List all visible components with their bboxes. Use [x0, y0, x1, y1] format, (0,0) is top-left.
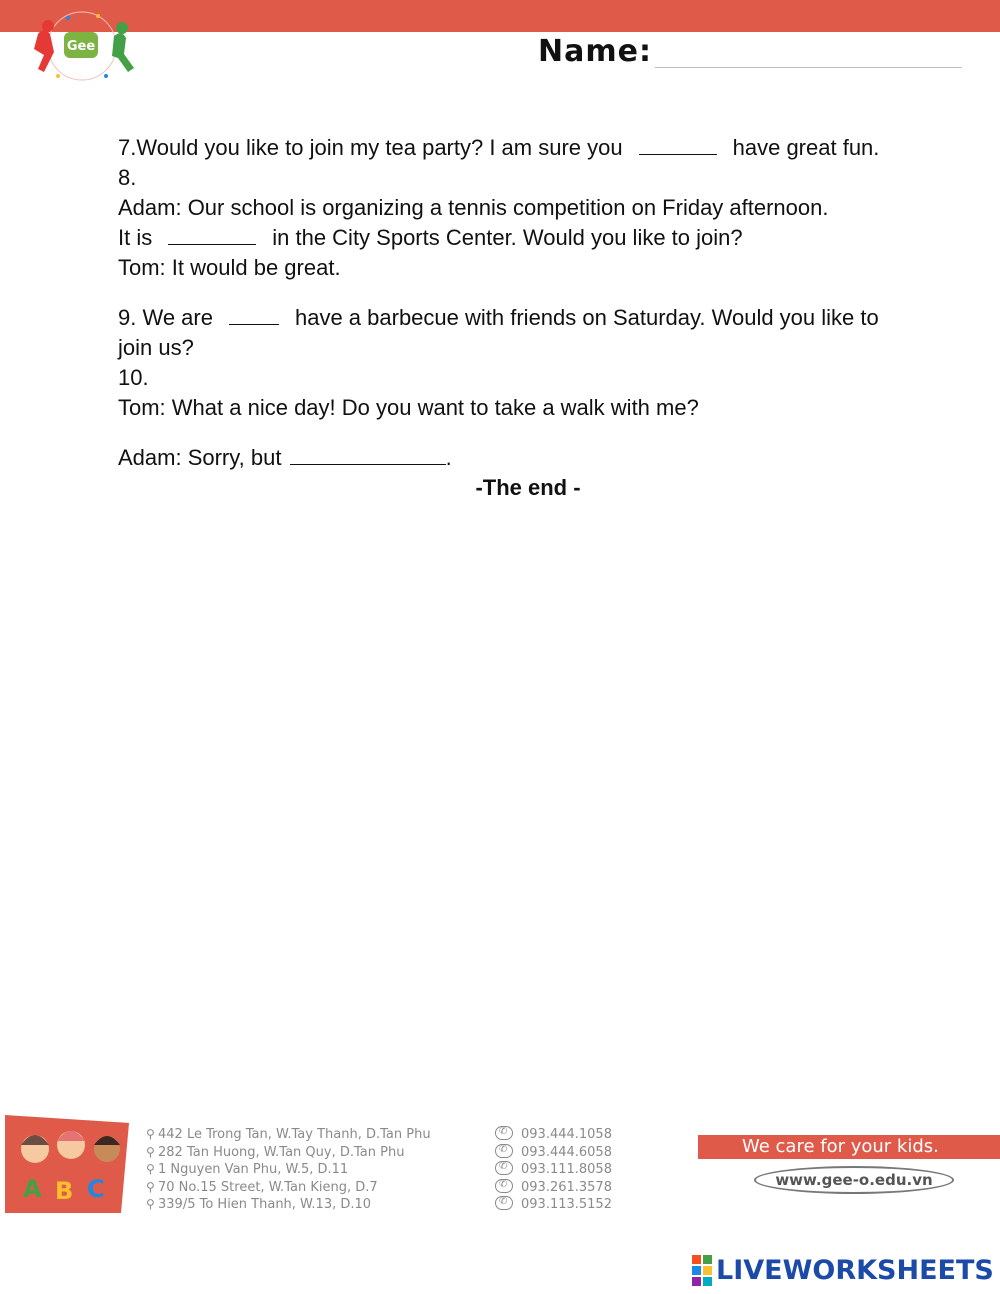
- phone-icon: [495, 1126, 513, 1140]
- name-label: Name:: [538, 34, 652, 69]
- liveworksheets-icon: [692, 1255, 712, 1285]
- address-item: ⚲ 442 Le Trong Tan, W.Tay Thanh, D.Tan Phu: [146, 1127, 431, 1142]
- svg-text:Gee: Gee: [66, 39, 96, 54]
- worksheet-content: [118, 133, 888, 503]
- phone-item: ✆093.444.1058: [495, 1126, 612, 1144]
- phone-item: ✆093.261.3578: [495, 1179, 612, 1197]
- question-8-number: 8.: [118, 165, 137, 190]
- top-banner: [0, 0, 1000, 32]
- location-pin-icon: ⚲: [146, 1127, 155, 1141]
- location-pin-icon: ⚲: [146, 1144, 155, 1159]
- liveworksheets-brand[interactable]: [692, 1253, 994, 1287]
- svg-text:C: C: [87, 1175, 105, 1203]
- phone-icon: [495, 1144, 513, 1158]
- phone-icon: [495, 1161, 513, 1175]
- question-7: 7.Would you like to join my tea party? I am sure you have great fun.: [118, 135, 880, 160]
- website-link[interactable]: www.gee-o.edu.vn: [754, 1166, 954, 1194]
- address-item: ⚲ 70 No.15 Street, W.Tan Kieng, D.7: [146, 1179, 378, 1195]
- blank-answer-8[interactable]: [168, 224, 256, 245]
- question-8-it-is-line: It is in the City Sports Center. Would you like to join?: [118, 225, 743, 250]
- question-8-tom-line: Tom: It would be great.: [118, 255, 341, 280]
- location-pin-icon: ⚲: [146, 1179, 155, 1194]
- gee-o-logo: [18, 6, 146, 84]
- svg-text:A: A: [23, 1175, 42, 1203]
- phone-item: ✆093.113.5152: [495, 1196, 612, 1214]
- name-input-line[interactable]: [655, 67, 962, 68]
- question-10-adam-line: Adam: Sorry, but .: [118, 445, 452, 470]
- blank-answer-7[interactable]: [639, 134, 717, 155]
- location-pin-icon: ⚲: [146, 1162, 155, 1177]
- phone-icon: [495, 1179, 513, 1193]
- phone-item: ✆093.444.6058: [495, 1144, 612, 1162]
- location-pin-icon: ⚲: [146, 1197, 155, 1212]
- address-item: ⚲ 339/5 To Hien Thanh, W.13, D.10: [146, 1197, 372, 1213]
- blank-answer-9[interactable]: [229, 304, 279, 325]
- the-end-text: -The end -: [475, 475, 581, 500]
- question-8-adam-line: Adam: Our school is organizing a tennis competition on Friday afternoon.: [118, 195, 829, 220]
- phone-icon: [495, 1196, 513, 1210]
- kids-abc-illustration: [5, 1115, 129, 1213]
- liveworksheets-wordmark: LIVEWORKSHEETS: [716, 1254, 994, 1286]
- address-item: ⚲ 1 Nguyen Van Phu, W.5, D.11: [146, 1162, 349, 1178]
- question-9: 9. We are have a barbecue with friends on Saturday. Would you like to join us?: [118, 305, 879, 360]
- phone-item: ✆093.111.8058: [495, 1161, 612, 1179]
- blank-answer-10[interactable]: [290, 444, 446, 465]
- question-10-tom-line: Tom: What a nice day! Do you want to take a walk with me?: [118, 395, 699, 420]
- address-item: ⚲ 282 Tan Huong, W.Tan Quy, D.Tan Phu: [146, 1144, 405, 1160]
- svg-text:B: B: [55, 1177, 74, 1205]
- address-list: [146, 1126, 431, 1214]
- tagline-banner: We care for your kids.: [698, 1135, 1000, 1159]
- question-10-number: 10.: [118, 365, 149, 390]
- phone-list: [495, 1126, 612, 1214]
